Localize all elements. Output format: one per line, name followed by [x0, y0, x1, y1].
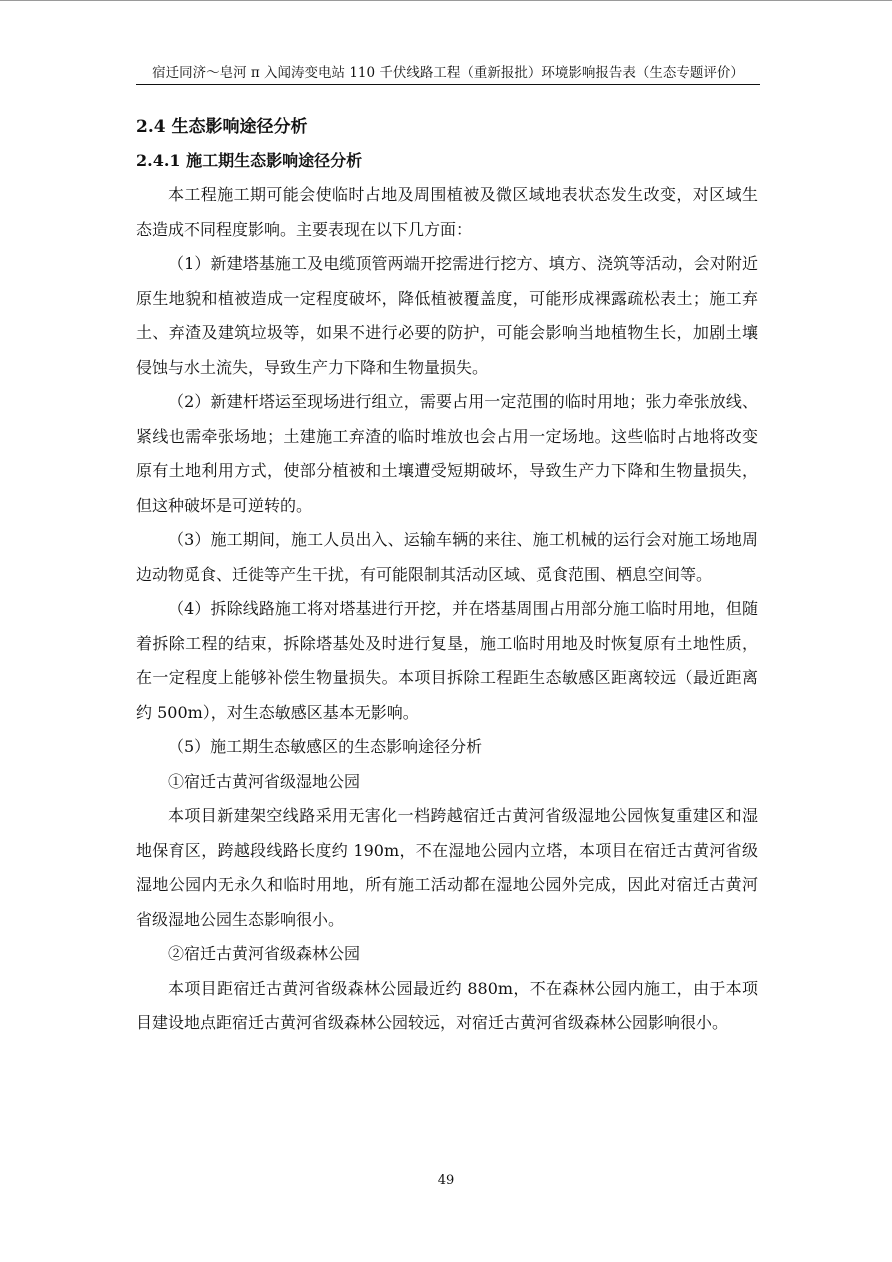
- forest-park-heading: ②宿迁古黄河省级森林公园: [168, 944, 361, 963]
- item-3-paragraph: （3）施工期间，施工人员出入、运输车辆的来往、施工机械的运行会对施工场地周边动物觅食、迁徙等产生干扰，有可能限制其活动区域、觅食范围、栖息空间等。: [136, 530, 758, 584]
- section-title: 2.4 生态影响途径分析: [136, 117, 308, 137]
- forest-park-paragraph: 本项目距宿迁古黄河省级森林公园最近约 880m，不在森林公园内施工，由于本项目建设地点距宿迁古黄河省级森林公园较远，对宿迁古黄河省级森林公园影响很小。: [136, 978, 758, 1032]
- item-2-paragraph: （2）新建杆塔运至现场进行组立，需要占用一定范围的临时用地；张力牵张放线、紧线也需牵张场地；土建施工弃渣的临时堆放也会占用一定场地。这些临时占地将改变原有土地利用方式，使部分植被和土壤遭受短期破坏，导致生产力下降和生物量损失，但这种破坏是可逆转的。: [136, 392, 758, 515]
- item-4-paragraph: （4）拆除线路施工将对塔基进行开挖，并在塔基周围占用部分施工临时用地，但随着拆除工程的结束，拆除塔基处及时进行复垦，施工临时用地及时恢复原有土地性质，在一定程度上能够补偿生物量损失。本项目拆除工程距生态敏感区距离较远（最近距离约 500m），对生态敏感区基本无影响。: [136, 599, 758, 722]
- document-body: [136, 110, 758, 1041]
- wetland-park-heading: ①宿迁古黄河省级湿地公园: [168, 771, 361, 791]
- page-header: 宿迁同济～皂河 π 入闻涛变电站 110 千伏线路工程（重新报批）环境影响报告表（生态专题评价）: [152, 65, 744, 81]
- subsection-title: 2.4.1 施工期生态影响途径分析: [136, 151, 363, 170]
- item-1-paragraph: （1）新建塔基施工及电缆顶管两端开挖需进行挖方、填方、浇筑等活动，会对附近原生地貌和植被造成一定程度破坏，降低植被覆盖度，可能形成裸露疏松表土；施工弃土、弃渣及建筑垃圾等，如果不进行必要的防护，可能会影响当地植物生长，加剧土壤侵蚀与水土流失，导致生产力下降和生物量损失。: [136, 254, 758, 377]
- page-top-border: [0, 0, 892, 1]
- page-number: 49: [437, 1173, 455, 1188]
- wetland-park-paragraph: 本项目新建架空线路采用无害化一档跨越宿迁古黄河省级湿地公园恢复重建区和湿地保育区，跨越段线路长度约 190m，不在湿地公园内立塔，本项目在宿迁古黄河省级湿地公园内无永久和临时用地，所有施工活动都在湿地公园外完成，因此对宿迁古黄河省级湿地公园生态影响很小。: [136, 806, 758, 929]
- item-5-heading: （5）施工期生态敏感区的生态影响途径分析: [168, 737, 483, 756]
- intro-paragraph: 本工程施工期可能会使临时占地及周围植被及微区域地表状态发生改变，对区域生态造成不同程度影响。主要表现在以下几方面：: [136, 185, 758, 239]
- header-rule: [136, 84, 760, 85]
